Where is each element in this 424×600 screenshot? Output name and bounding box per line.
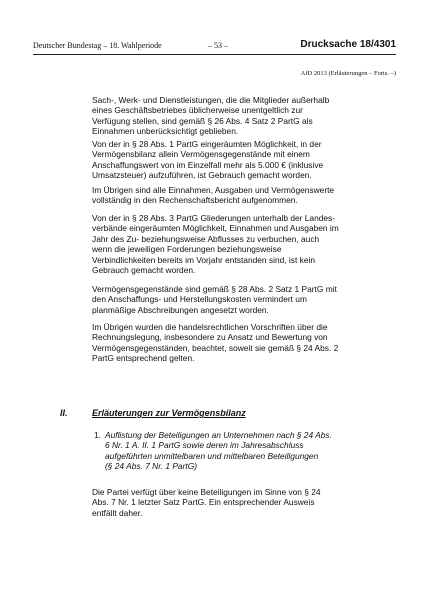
list-item-number: 1. <box>94 430 101 440</box>
paragraph-booking-option: Von der in § 28 Abs. 3 PartG Gliederungen unterhalb der Landes- verbände eingeräumten Möglichkeit, Einnahmen und Ausgaben im Jahr des Zu- beziehungsweise Abflusses zu verbuchen, auch wenn die jeweiligen Forderungen beziehungsweise Verbindlichkeiten bereits im Vorjahr entstanden sind, ist kein Gebrauch gemacht worden. <box>92 213 339 276</box>
paragraph-valuation: Vermögensgegenstände sind gemäß § 28 Abs. 2 Satz 1 PartG mit den Anschaffungs- und Herstellungskosten vermindert um planmäßige Abschreibungen angesetzt worden. <box>92 284 337 315</box>
section-title: Erläuterungen zur Vermögensbilanz <box>92 408 246 418</box>
paragraph-completeness: Im Übrigen sind alle Einnahmen, Ausgaben und Vermögenswerte vollständig in den Rechenschaftsbericht aufgenommen. <box>92 185 335 206</box>
section-running-head: AfD 2013 (Erläuterungen – Forts. –) <box>300 70 396 77</box>
paragraph-asset-threshold: Von der in § 28 Abs. 1 PartG eingeräumten Möglichkeit, in der Vermögensbilanz allein Vermögensgegenstände mit einem Anschaffungswert von im Einzelfall mehr als 5.000 € (inklusive Umsatzsteuer) aufzuführen, ist Gebrauch gemacht worden. <box>92 139 324 181</box>
page-header <box>33 40 396 55</box>
header-document-number: Drucksache 18/4301 <box>300 39 396 50</box>
section-number: II. <box>60 408 68 418</box>
paragraph-no-holdings: Die Partei verfügt über keine Beteiligungen im Sinne von § 24 Abs. 7 Nr. 1 letzter Satz PartG. Ein entsprechender Ausweis entfällt daher. <box>92 487 321 518</box>
header-page-number: – 53 – <box>208 41 228 50</box>
paragraph-accounting-rules: Im Übrigen wurden die handelsrechtlichen Vorschriften über die Rechnungslegung, insbesondere zu Ansatz und Bewertung von Vermögensgegenständen, beachtet, soweit sie gemäß § 24 Abs. 2 PartG entsprechend gelten. <box>92 322 339 364</box>
section-heading <box>60 408 400 422</box>
list-item-text: Auflistung der Beteiligungen an Unternehmen nach § 24 Abs. 6 Nr. 1 A. II. 1 PartG sowie deren im Jahresabschluss aufgeführten unmittelbaren und mittelbaren Beteiligungen (§ 24 Abs. 7 Nr. 1 PartG) <box>105 430 332 472</box>
paragraph-contributions: Sach-, Werk- und Dienstleistungen, die die Mitglieder außerhalb eines Geschäftsbetriebes üblicherweise unentgeltlich zur Verfügung stellen, sind gemäß § 26 Abs. 4 Satz 2 PartG als Einnahmen unberücksichtigt geblieben. <box>92 95 330 137</box>
header-publisher: Deutscher Bundestag – 18. Wahlperiode <box>33 41 162 50</box>
